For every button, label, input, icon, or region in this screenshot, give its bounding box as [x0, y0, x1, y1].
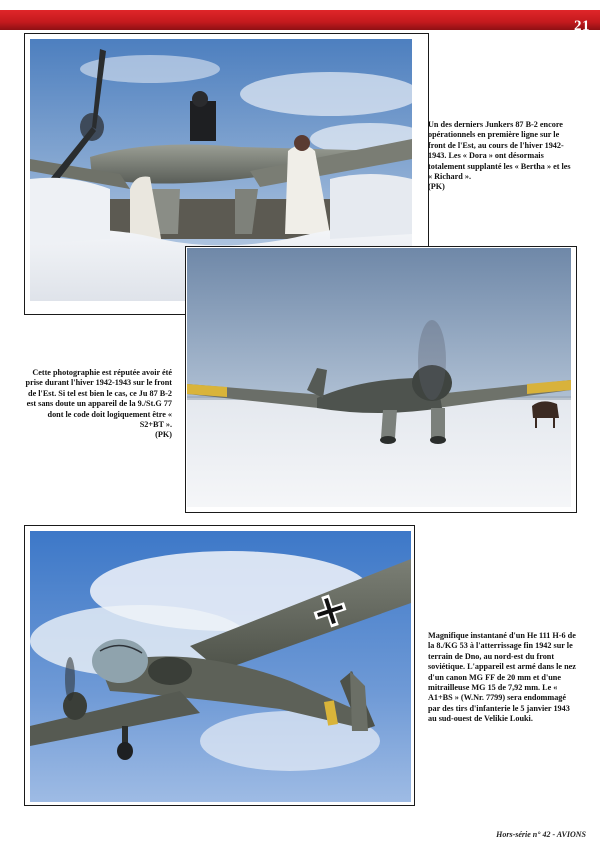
caption-3-text: Magnifique instantané d'un He 111 H-6 de la 8./KG 53 à l'atterrissage fin 1942 sur le terrain de Dno, au nord-est du front soviétique. L'appareil est armé dans le nez d'un canon MG FF de 20 mm et d'une mitrailleuse MG 15 de 7,92 mm. Le « A1+BS » (W.Nr. 7799) sera endommagé par des tirs d'infanterie le 5 janvier 1943 au sud-ouest de Velikie Louki.: [428, 631, 576, 724]
header-bar: [0, 10, 600, 34]
photo-ju87-snowfield: [187, 248, 571, 507]
page-number: 21: [574, 18, 590, 34]
caption-1-text: Un des derniers Junkers 87 B-2 encore opérationnels en première ligne sur le front de l'Est, au cours de l'hiver 1942-1943. Les « Dora » ont désormais totalement supplanté les « Bertha » et les « Richard ».: [428, 120, 571, 182]
caption-1-credit: (PK): [428, 182, 445, 192]
caption-photo-1: [428, 120, 576, 193]
caption-2-credit: (PK): [155, 430, 172, 440]
caption-2-text: Cette photographie est réputée avoir été prise durant l'hiver 1942-1943 sur le front de l'Est. Si tel est bien le cas, ce Ju 87 B-2 est sans doute un appareil de la 9./St.G 77 dont le code doit logiquement être « S2+BT ».: [25, 368, 172, 430]
photo-2-image: [187, 248, 571, 507]
footer-publication: Hors-série n° 42 - AVIONS: [496, 830, 586, 839]
photo-3-image: [30, 531, 411, 802]
photo-he111-landing: [30, 531, 411, 802]
caption-photo-3: [428, 631, 576, 725]
caption-photo-2: [24, 368, 172, 441]
